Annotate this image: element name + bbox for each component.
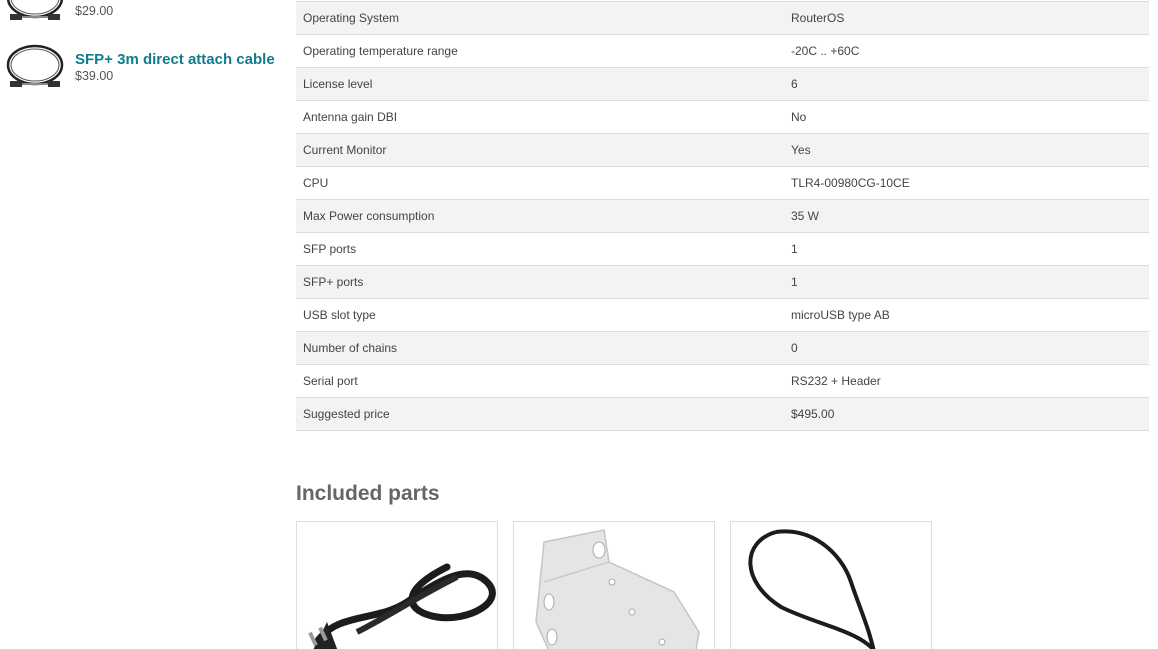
spec-row	[296, 2, 1149, 35]
spec-key: Current Monitor	[296, 134, 784, 167]
spec-row	[296, 398, 1149, 431]
spec-key: Suggested price	[296, 398, 784, 431]
spec-key: Antenna gain DBI	[296, 101, 784, 134]
spec-value: 1	[784, 266, 1149, 299]
spec-row	[296, 167, 1149, 200]
spec-row	[296, 266, 1149, 299]
serial-cable-icon	[731, 522, 932, 649]
spec-row	[296, 68, 1149, 101]
spec-key: Operating temperature range	[296, 35, 784, 68]
included-part-card[interactable]	[296, 521, 498, 649]
spec-value: 35 W	[784, 200, 1149, 233]
spec-value: TLR4-00980CG-10CE	[784, 167, 1149, 200]
spec-value: 6	[784, 68, 1149, 101]
spec-key: SFP ports	[296, 233, 784, 266]
included-parts-heading: Included parts	[296, 482, 440, 505]
rack-mount-bracket-icon	[514, 522, 715, 649]
spec-key: Number of chains	[296, 332, 784, 365]
spec-value: RouterOS	[784, 2, 1149, 35]
spec-value: $495.00	[784, 398, 1149, 431]
included-part-card[interactable]	[513, 521, 715, 649]
related-product-item[interactable]	[0, 43, 280, 93]
spec-key: Operating System	[296, 2, 784, 35]
spec-row	[296, 233, 1149, 266]
spec-row	[296, 365, 1149, 398]
related-product-item[interactable]	[0, 0, 280, 26]
spec-key: CPU	[296, 167, 784, 200]
spec-row	[296, 200, 1149, 233]
spec-key: License level	[296, 68, 784, 101]
power-cord-icon	[297, 522, 498, 649]
related-product-price: $29.00	[75, 4, 114, 18]
spec-row	[296, 101, 1149, 134]
spec-row	[296, 299, 1149, 332]
included-part-card[interactable]	[730, 521, 932, 649]
spec-key: Serial port	[296, 365, 784, 398]
related-product-link[interactable]: SFP+ 3m direct attach cable	[75, 51, 275, 68]
spec-value: 0	[784, 332, 1149, 365]
spec-row	[296, 35, 1149, 68]
sfp-cable-icon	[4, 43, 66, 89]
spec-key: Max Power consumption	[296, 200, 784, 233]
spec-value: microUSB type AB	[784, 299, 1149, 332]
spec-value: 1	[784, 233, 1149, 266]
spec-value: RS232 + Header	[784, 365, 1149, 398]
spec-row	[296, 332, 1149, 365]
sfp-cable-icon	[4, 0, 66, 22]
spec-row	[296, 134, 1149, 167]
spec-value: Yes	[784, 134, 1149, 167]
related-product-price: $39.00	[75, 69, 114, 83]
spec-value: No	[784, 101, 1149, 134]
spec-value: -20C .. +60C	[784, 35, 1149, 68]
specifications-table	[296, 1, 1149, 431]
spec-key: SFP+ ports	[296, 266, 784, 299]
spec-key: USB slot type	[296, 299, 784, 332]
